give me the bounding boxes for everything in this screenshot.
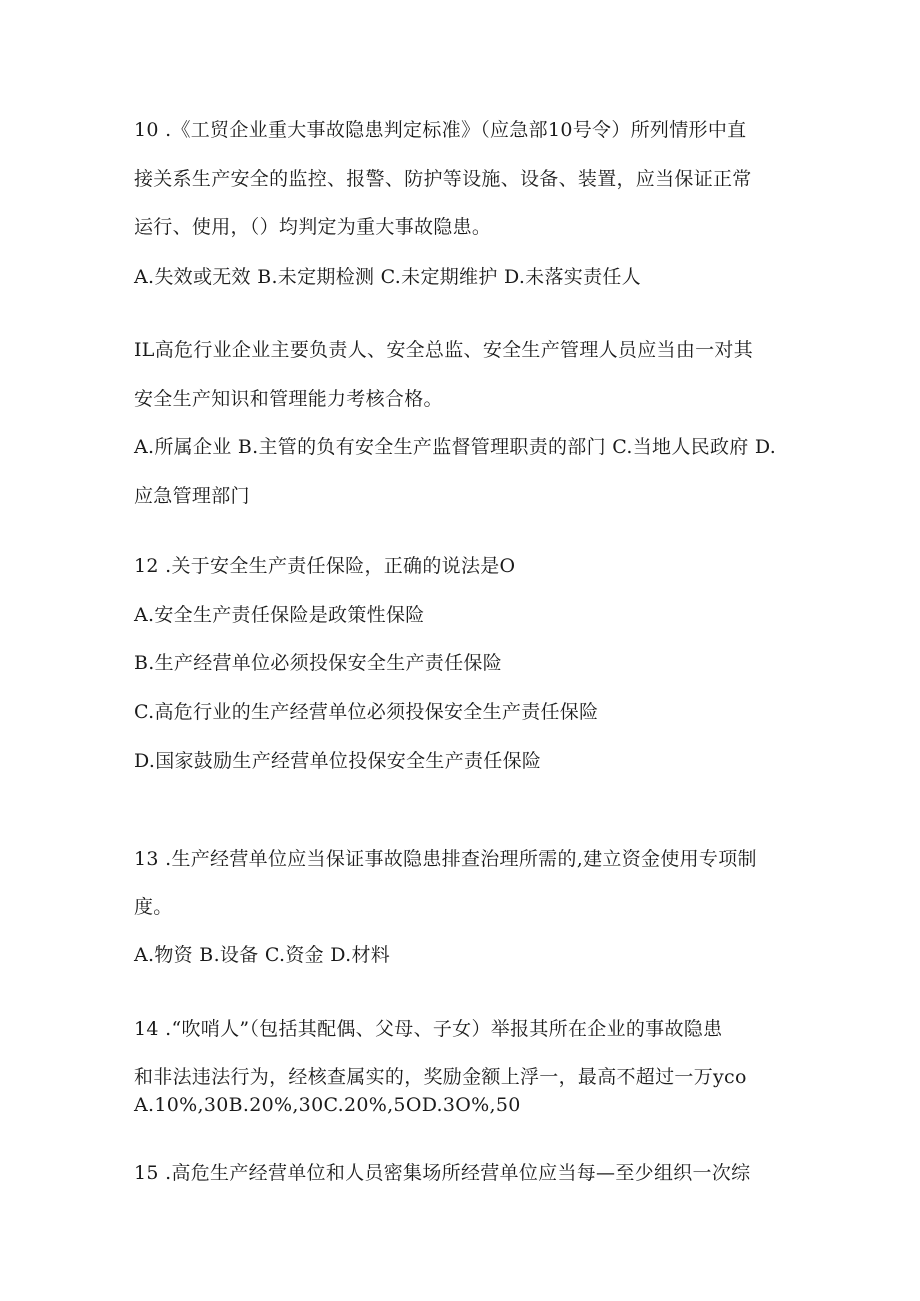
q12-option-c: C.高危行业的生产经营单位必须投保安全生产责任保险	[134, 701, 599, 723]
q10-line-2: 接关系生产安全的监控、报警、防护等设施、设备、装置，应当保证正常	[134, 168, 752, 190]
q11-options-1: A.所属企业 B.主管的负有安全生产监督管理职责的部门 C.当地人民政府 D.	[134, 436, 777, 458]
q10-options: A.失效或无效 B.未定期检测 C.未定期维护 D.未落实责任人	[134, 266, 641, 288]
q10-line-1: 10 .《工贸企业重大事故隐患判定标准》（应急部10号令）所列情形中直	[134, 119, 747, 141]
q13-options: A.物资 B.设备 C.资金 D.材料	[134, 944, 391, 966]
q12-option-a: A.安全生产责任保险是政策性保险	[134, 604, 425, 626]
q14-line-2: 和非法违法行为，经核查属实的，奖励金额上浮一，最高不超过一万yco	[134, 1066, 747, 1088]
q13-line-1: 13 .生产经营单位应当保证事故隐患排查治理所需的,建立资金使用专项制	[134, 848, 757, 870]
q12-line-1: 12 .关于安全生产责任保险，正确的说法是O	[134, 555, 516, 577]
q11-line-2: 安全生产知识和管理能力考核合格。	[134, 388, 443, 410]
q13-line-2: 度。	[134, 896, 173, 918]
q11-line-1: IL高危行业企业主要负责人、安全总监、安全生产管理人员应当由一对其	[134, 339, 754, 361]
q12-option-b: B.生产经营单位必须投保安全生产责任保险	[134, 652, 503, 674]
q15-line-1: 15 .高危生产经营单位和人员密集场所经营单位应当每—至少组织一次综	[134, 1162, 751, 1184]
q12-option-d: D.国家鼓励生产经营单位投保安全生产责任保险	[134, 750, 542, 772]
q10-line-3: 运行、使用，（）均判定为重大事故隐患。	[134, 216, 492, 238]
q14-options: A.10%,30B.20%,30C.20%,5OD.3O%,50	[134, 1094, 521, 1116]
q14-line-1: 14 .“吹哨人”（包括其配偶、父母、子女）举报其所在企业的事故隐患	[134, 1018, 723, 1040]
q11-options-2: 应急管理部门	[134, 485, 250, 507]
